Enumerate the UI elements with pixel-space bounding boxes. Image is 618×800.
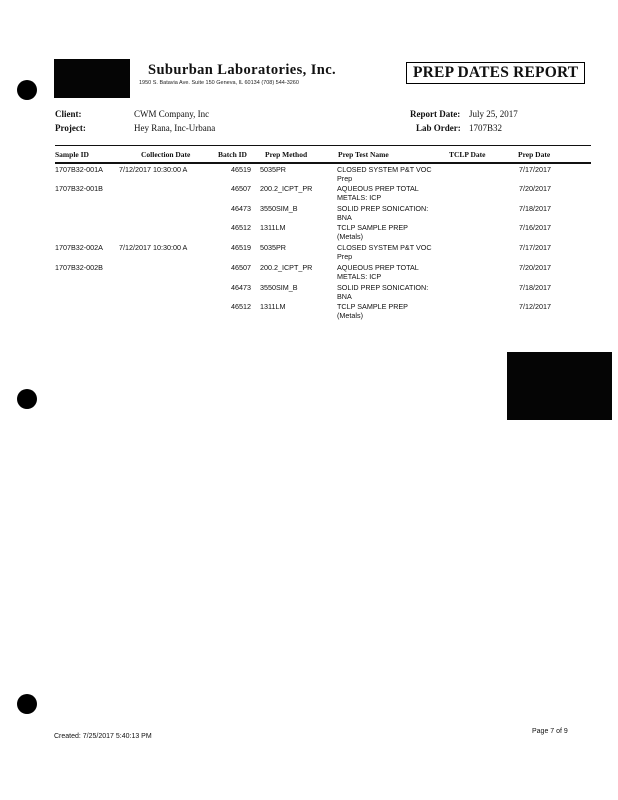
redacted-block-right [507, 352, 612, 420]
table-row [0, 185, 618, 203]
cell-test-name-line2: BNA [337, 291, 352, 301]
punch-hole-middle [17, 389, 37, 409]
lab-order-value: 1707B32 [469, 123, 503, 133]
cell-batch-id: 46519 [231, 243, 251, 252]
cell-test-name-line1: AQUEOUS PREP TOTAL [337, 263, 419, 272]
punch-hole-top [17, 80, 37, 100]
table-row [0, 303, 618, 321]
table-row [0, 224, 618, 242]
page-number: Page 7 of 9 [532, 728, 568, 735]
cell-test-name-line2: BNA [337, 212, 352, 222]
cell-batch-id: 46512 [231, 223, 251, 232]
col-header-tclp-date: TCLP Date [449, 150, 486, 159]
punch-hole-bottom [17, 694, 37, 714]
cell-prep-date: 7/18/2017 [519, 283, 551, 292]
cell-batch-id: 46507 [231, 184, 251, 193]
cell-prep-date: 7/17/2017 [519, 165, 551, 174]
cell-test-name-line2: Prep [337, 173, 353, 183]
cell-batch-id: 46507 [231, 263, 251, 272]
cell-prep-date: 7/12/2017 [519, 302, 551, 311]
cell-test-name-line1: CLOSED SYSTEM P&T VOC [337, 243, 432, 252]
company-address: 1950 S. Batavia Ave. Suite 150 Geneva, IL 60134 (708) 544-3260 [139, 80, 299, 86]
cell-prep-method: 3550SIM_B [260, 283, 298, 292]
cell-prep-date: 7/17/2017 [519, 243, 551, 252]
cell-test-name-line1: SOLID PREP SONICATION: [337, 204, 429, 213]
cell-test-name-line1: TCLP SAMPLE PREP [337, 302, 408, 311]
cell-test-name-line2: Prep [337, 251, 353, 261]
cell-prep-method: 200.2_ICPT_PR [260, 184, 313, 193]
report-title: PREP DATES REPORT [406, 62, 585, 84]
cell-prep-date: 7/20/2017 [519, 263, 551, 272]
col-header-prep-date: Prep Date [518, 150, 551, 159]
cell-prep-method: 1311LM [260, 223, 286, 232]
cell-test-name-line1: CLOSED SYSTEM P&T VOC [337, 165, 432, 174]
col-header-batch-id: Batch ID [218, 150, 247, 159]
company-name: Suburban Laboratories, Inc. [148, 62, 337, 78]
client-value: CWM Company, Inc [134, 109, 210, 119]
cell-sample-id: 1707B32-002B [55, 263, 103, 272]
created-timestamp: Created: 7/25/2017 5:40:13 PM [54, 733, 152, 740]
cell-test-name-line1: SOLID PREP SONICATION: [337, 283, 429, 292]
report-date-label: Report Date: [410, 109, 461, 119]
cell-test-name-line2: METALS: ICP [337, 192, 382, 202]
cell-prep-date: 7/16/2017 [519, 223, 551, 232]
lab-order-label: Lab Order: [416, 123, 461, 133]
table-row [0, 166, 618, 184]
cell-test-name-line1: TCLP SAMPLE PREP [337, 223, 408, 232]
cell-test-name-line2: METALS: ICP [337, 271, 382, 281]
cell-batch-id: 46512 [231, 302, 251, 311]
table-row [0, 205, 618, 223]
redacted-logo-block [54, 59, 130, 98]
cell-collection-date: 7/12/2017 10:30:00 A [119, 165, 188, 174]
project-value: Hey Rana, Inc-Urbana [134, 123, 216, 133]
table-header-rule [55, 162, 591, 164]
cell-batch-id: 46473 [231, 283, 251, 292]
cell-prep-date: 7/18/2017 [519, 204, 551, 213]
cell-test-name-line2: (Metals) [337, 310, 363, 320]
cell-prep-method: 1311LM [260, 302, 286, 311]
table-row [0, 244, 618, 262]
project-label: Project: [55, 123, 86, 133]
cell-prep-method: 3550SIM_B [260, 204, 298, 213]
cell-test-name-line2: (Metals) [337, 231, 363, 241]
cell-sample-id: 1707B32-001A [55, 165, 103, 174]
cell-prep-date: 7/20/2017 [519, 184, 551, 193]
table-top-rule [55, 145, 591, 146]
col-header-prep-method: Prep Method [265, 150, 308, 159]
cell-batch-id: 46519 [231, 165, 251, 174]
table-row [0, 284, 618, 302]
cell-collection-date: 7/12/2017 10:30:00 A [119, 243, 188, 252]
cell-prep-method: 5035PR [260, 165, 286, 174]
table-row [0, 264, 618, 282]
cell-sample-id: 1707B32-002A [55, 243, 103, 252]
cell-prep-method: 200.2_ICPT_PR [260, 263, 313, 272]
col-header-collection-date: Collection Date [141, 150, 191, 159]
report-date-value: July 25, 2017 [469, 109, 518, 119]
col-header-prep-test-name: Prep Test Name [338, 150, 389, 159]
cell-test-name-line1: AQUEOUS PREP TOTAL [337, 184, 419, 193]
cell-batch-id: 46473 [231, 204, 251, 213]
col-header-sample-id: Sample ID [55, 150, 89, 159]
client-label: Client: [55, 109, 82, 119]
cell-prep-method: 5035PR [260, 243, 286, 252]
cell-sample-id: 1707B32-001B [55, 184, 103, 193]
